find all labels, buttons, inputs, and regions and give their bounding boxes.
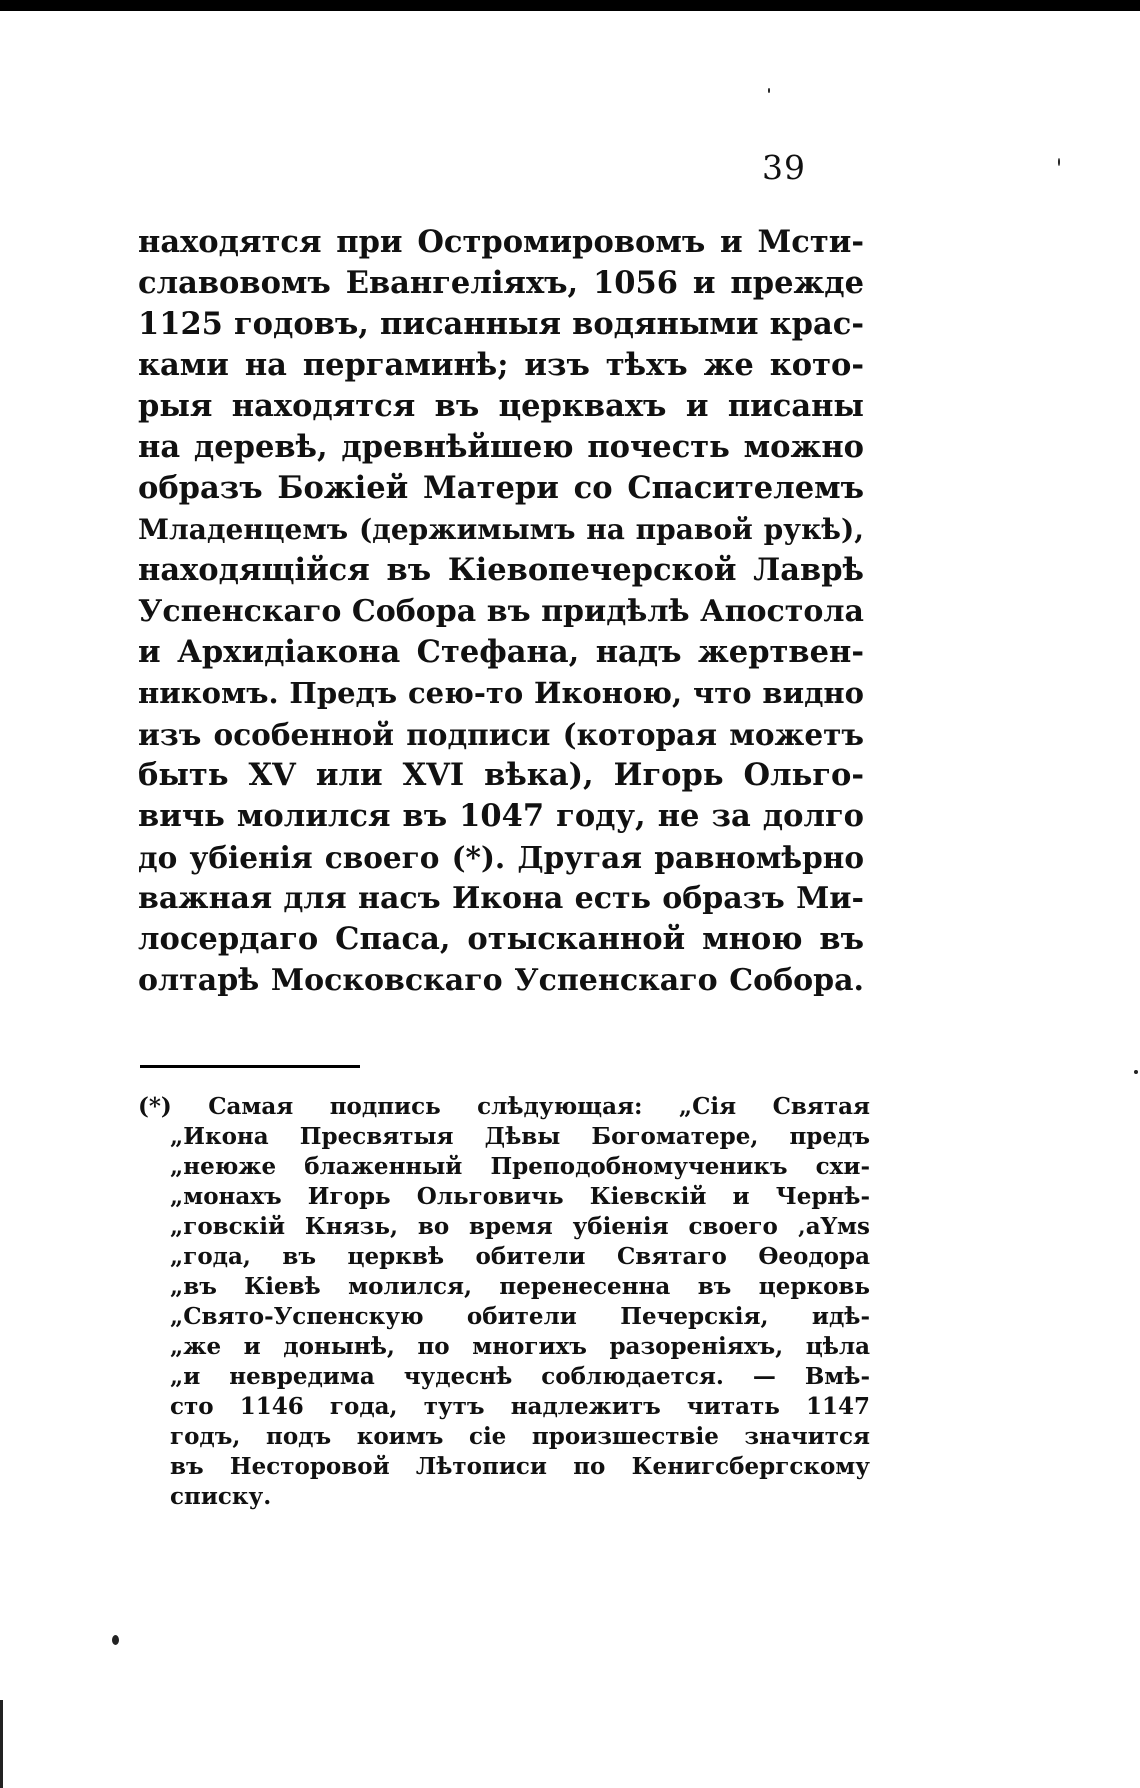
main-text-block: [138, 222, 864, 1001]
footnote-line: „года, въ церквѣ обители Святаго Ѳеодора: [170, 1243, 870, 1270]
scan-speck: [768, 88, 770, 93]
scan-speck: [1058, 158, 1060, 166]
footnote-block: [138, 1092, 870, 1512]
footnote-separator: [140, 1065, 360, 1068]
footnote-line: „говскій Князь, во время убіенія своего ‚аҮмѕ: [170, 1213, 870, 1240]
scan-speck: [1134, 1070, 1138, 1074]
main-text-line: быть XV или XVI вѣка), Игорь Ольго-: [138, 757, 864, 793]
footnote-line: „и невредима чудеснѣ соблюдается. — Вмѣ-: [170, 1363, 870, 1390]
main-text-line: находящійся въ Кіевопечерской Лаврѣ: [138, 552, 864, 588]
footnote-line: „неюже блаженный Преподобномученикъ схи-: [170, 1153, 870, 1180]
footnote-line: (*) Самая подпись слѣдующая: „Сія Святая: [138, 1093, 870, 1120]
main-text-line: и Архидіакона Стефана, надъ жертвен-: [138, 634, 864, 670]
page-number: 39: [762, 148, 806, 187]
footnote-line: списку.: [170, 1483, 272, 1510]
main-text-line: вичь молился въ 1047 году, не за долго: [138, 798, 864, 834]
main-text-line: изъ особенной подписи (которая можетъ: [138, 717, 864, 752]
main-text-line: славовомъ Евангеліяхъ, 1056 и прежде: [138, 265, 864, 301]
main-text-line: лосердаго Спаса, отысканной мною въ: [138, 921, 864, 957]
main-text-line: образъ Божіей Матери со Спасителемъ: [138, 470, 864, 506]
main-text-line: Младенцемъ (держимымъ на правой рукѣ),: [138, 513, 864, 546]
scan-edge-mark: [0, 1700, 3, 1788]
footnote-line: „же и донынѣ, по многихъ разореніяхъ, цѣла: [170, 1333, 870, 1360]
main-text-line: находятся при Остромировомъ и Мсти-: [138, 224, 864, 260]
main-text-line: рыя находятся въ церквахъ и писаны: [138, 388, 864, 424]
footnote-line: сто 1146 года, тутъ надлежитъ читать 1147: [170, 1393, 870, 1420]
main-text-line: ками на пергаминѣ; изъ тѣхъ же кото-: [138, 347, 864, 383]
footnote-line: „Свято-Успенскую обители Печерскія, идѣ-: [170, 1303, 870, 1330]
main-text-line: Успенскаго Собора въ придѣлѣ Апостола: [138, 594, 864, 629]
main-text-line: важная для насъ Икона есть образъ Ми-: [138, 881, 864, 916]
main-text-line: до убіенія своего (*). Другая равномѣрно: [138, 840, 864, 875]
footnote-line: „Икона Пресвятыя Дѣвы Богоматере, предъ: [170, 1123, 870, 1150]
page-top-border: [0, 0, 1140, 11]
footnote-line: годъ, подъ коимъ сіе произшествіе значится: [170, 1423, 870, 1450]
main-text-line: на деревѣ, древнѣйшею почесть можно: [138, 429, 864, 465]
main-text-line: 1125 годовъ, писанныя водяными крас-: [138, 306, 864, 342]
footnote-line: въ Несторовой Лѣтописи по Кенигсбергскому: [170, 1453, 870, 1480]
main-text-line: никомъ. Предъ сею-то Иконою, что видно: [138, 676, 864, 710]
scan-speck: [112, 1635, 119, 1645]
footnote-line: „въ Кіевѣ молился, перенесенна въ церковь: [170, 1273, 870, 1300]
footnote-line: „монахъ Игорь Ольговичь Кіевскій и Чернѣ-: [170, 1183, 870, 1210]
main-text-line: олтарѣ Московскаго Успенскаго Собора.: [138, 963, 864, 998]
